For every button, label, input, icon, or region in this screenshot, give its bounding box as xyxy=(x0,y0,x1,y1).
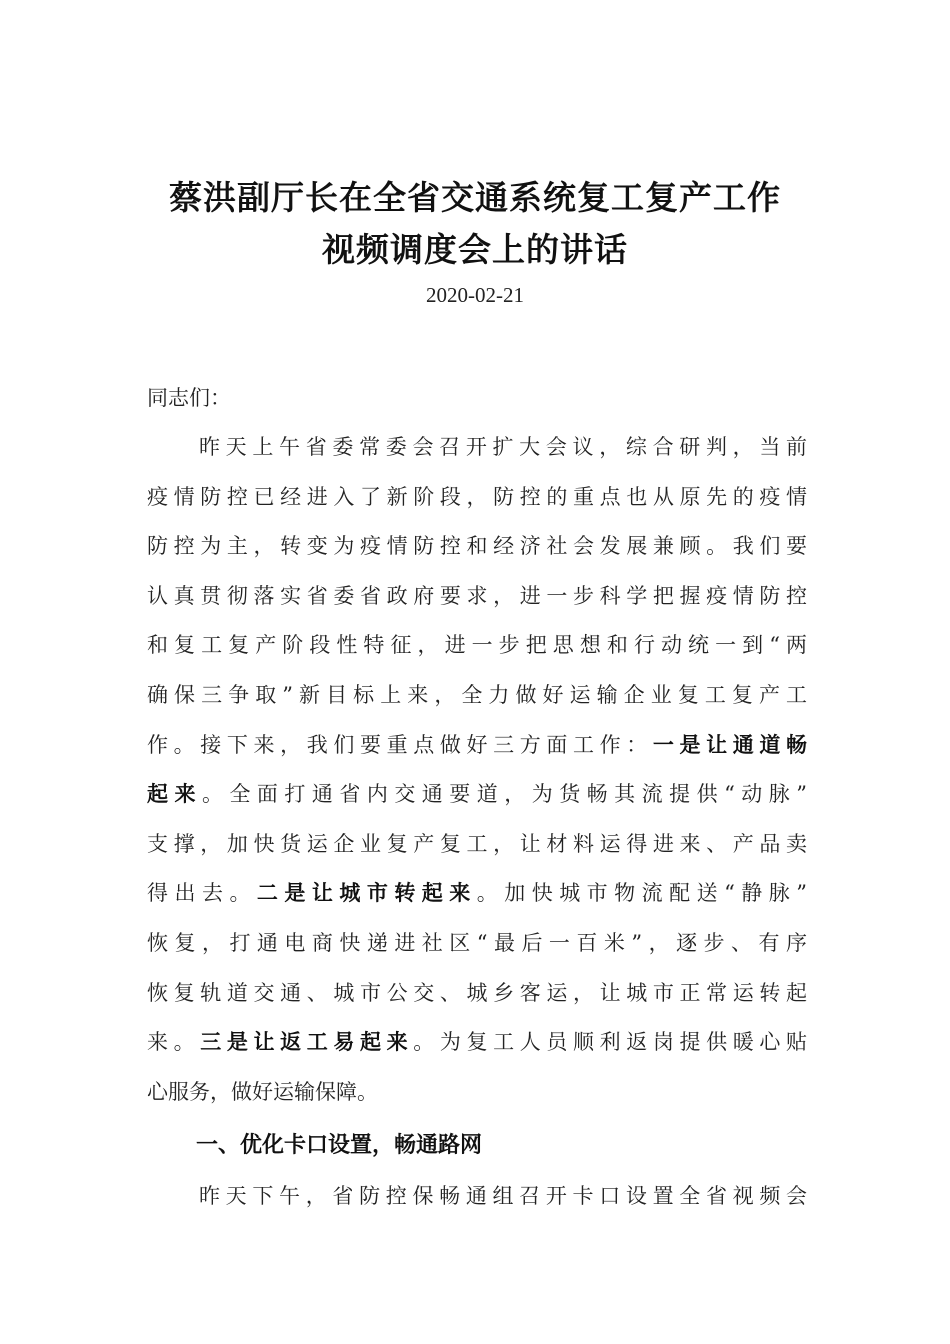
document-date: 2020-02-21 xyxy=(426,283,524,307)
body-text: 。全面打通省内交通要道，为货畅其流提供“动脉” xyxy=(201,782,807,807)
text-line xyxy=(147,877,807,907)
body-text: 得出去。 xyxy=(147,881,257,906)
section-heading-1: 一、优化卡口设置，畅通路网 xyxy=(196,1133,483,1158)
text-line xyxy=(147,629,807,659)
body-text: 。为复工人员顺利返岗提供暖心贴 xyxy=(413,1030,807,1055)
text-line xyxy=(147,1026,807,1056)
body-text: 昨天下午，省防控保畅通组召开卡口设置全省视频会 xyxy=(199,1184,807,1208)
body-text: 心服务，做好运输保障。 xyxy=(147,1079,378,1104)
document-title-line-2: 视频调度会上的讲话 xyxy=(322,230,628,269)
text-line xyxy=(147,927,807,957)
body-text: 确保三争取”新目标上来，全力做好运输企业复工复产工 xyxy=(147,683,807,707)
body-text: 支撑，加快货运企业复产复工，让材料运得进来、产品卖 xyxy=(147,831,807,856)
body-text: 和复工复产阶段性特征，进一步把思想和行动统一到“两 xyxy=(147,633,807,658)
body-text: 防控为主，转变为疫情防控和经济社会发展兼顾。我们要 xyxy=(147,534,807,559)
text-line xyxy=(147,1076,807,1106)
document-title-line-1: 蔡洪副厅长在全省交通系统复工复产工作 xyxy=(169,178,781,217)
body-text: 恢复轨道交通、城市公交、城乡客运，让城市正常运转起 xyxy=(147,980,807,1005)
text-line xyxy=(147,828,807,858)
body-text: 认真贯彻落实省委省政府要求，进一步科学把握疫情防控 xyxy=(147,583,807,608)
emphasis-text: 三是让返工易起来 xyxy=(200,1029,414,1055)
body-text: 疫情防控已经进入了新阶段，防控的重点也从原先的疫情 xyxy=(147,484,807,509)
text-line xyxy=(147,530,807,560)
text-line xyxy=(199,431,807,461)
emphasis-text: 起来 xyxy=(147,781,202,807)
body-text: 来。 xyxy=(147,1030,201,1055)
body-text: 昨天上午省委常委会召开扩大会议，综合研判，当前 xyxy=(199,435,807,459)
body-text: 恢复，打通电商快递进社区“最后一百米”，逐步、有序 xyxy=(147,931,807,955)
body-text: 。加快城市物流配送“静脉” xyxy=(476,881,807,906)
text-line xyxy=(147,481,807,511)
text-line xyxy=(147,977,807,1007)
text-line xyxy=(147,778,807,808)
emphasis-text: 二是让城市转起来 xyxy=(256,880,477,906)
emphasis-text: 一是让通道畅 xyxy=(652,731,807,757)
body-text: 作。接下来，我们要重点做好三方面工作： xyxy=(147,732,653,757)
salutation: 同志们： xyxy=(147,386,231,410)
text-line xyxy=(147,679,807,709)
text-line xyxy=(147,580,807,610)
text-line xyxy=(147,729,807,759)
text-line xyxy=(199,1180,807,1210)
